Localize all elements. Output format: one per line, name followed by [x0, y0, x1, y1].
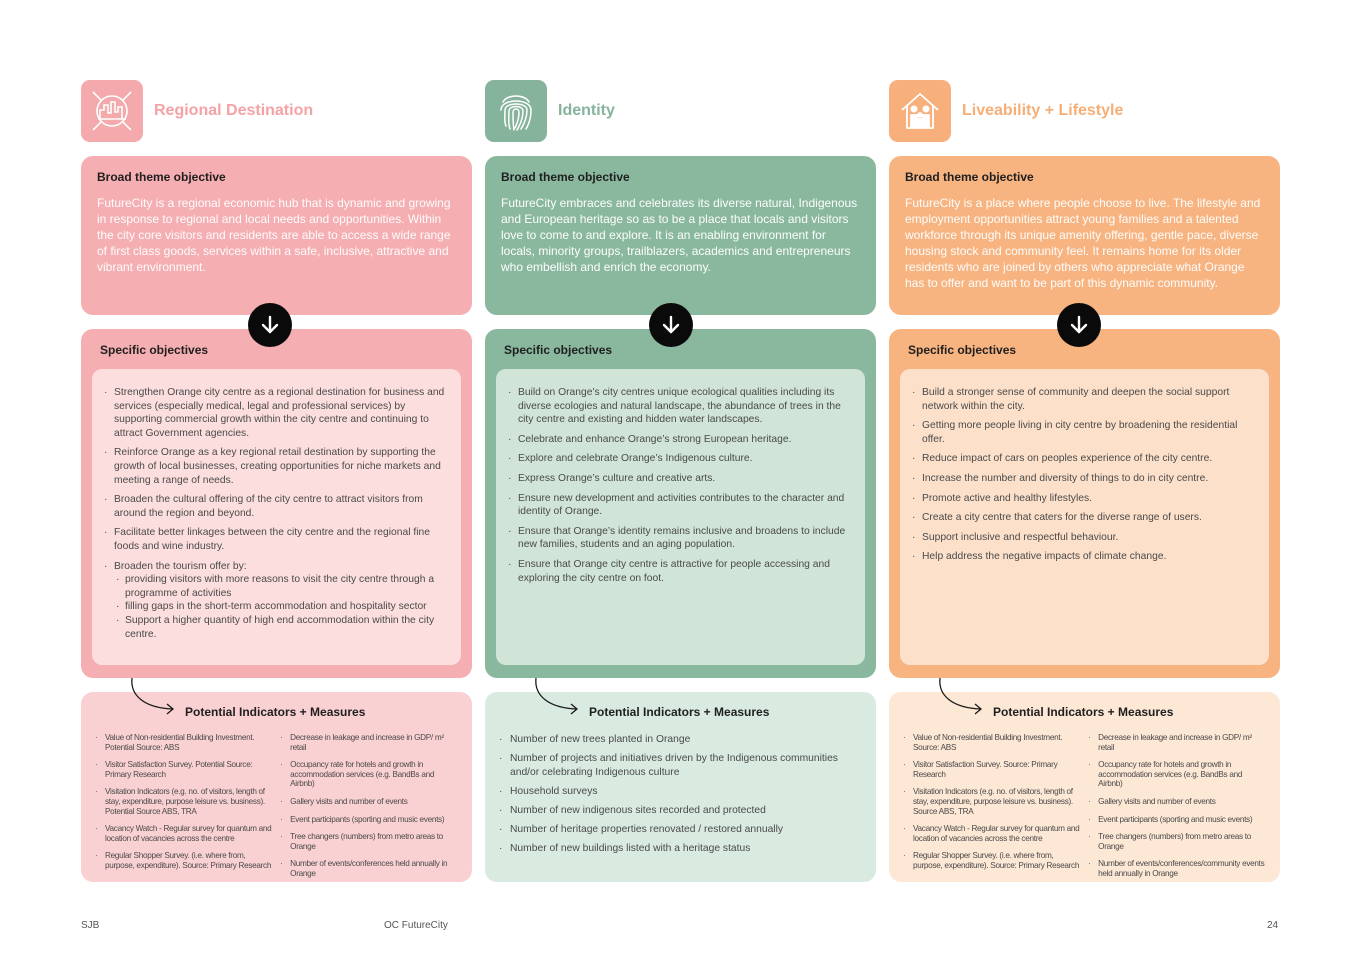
fingerprint-icon: [485, 80, 547, 142]
page-number: 24: [1267, 920, 1279, 931]
arrow-down-icon: [649, 303, 693, 347]
indicators-box: [81, 692, 472, 882]
broad-objective-heading: Broad theme objective: [905, 170, 1034, 184]
indicator-item: · Occupancy rate for hotels and growth in accommodation services (e.g. BandBs and Airbnb): [1088, 760, 1266, 789]
indicator-item: · Vacancy Watch - Regular survey for quantum and location of vacancies across the centre: [903, 824, 1081, 843]
indicator-item: · Occupancy rate for hotels and growth in accommodation services (e.g. BandBs and Airbnb): [280, 760, 458, 789]
specific-objectives-heading: Specific objectives: [908, 343, 1017, 357]
specific-objectives-box: [485, 329, 876, 678]
footer-document-title: OC FutureCity: [384, 920, 448, 931]
list-item: · Ensure that Orange’s identity remains inclusive and broadens to include new families, students and an aging population.: [508, 525, 853, 552]
skyline-compass-icon: [81, 80, 143, 142]
list-item: [104, 493, 449, 520]
theme-title: Regional Destination: [154, 102, 314, 119]
indicators-list: [499, 733, 862, 856]
broad-objective-heading: Broad theme objective: [97, 170, 226, 184]
indicator-item: · Number of projects and initiatives driven by the Indigenous communities and/or celebrating Indigenous culture: [499, 752, 862, 779]
indicators-heading: Potential Indicators + Measures: [185, 705, 366, 719]
specific-objectives-panel: [92, 369, 461, 665]
indicators-heading: Potential Indicators + Measures: [589, 705, 770, 719]
indicator-item: · Value of Non-residential Building Investment. Potential Source: ABS: [95, 733, 273, 752]
list-item: · Help address the negative impacts of climate change.: [912, 550, 1257, 564]
indicator-item: · Regular Shopper Survey. (i.e. where from, purpose, expenditure). Source: Primary Research: [95, 851, 273, 870]
indicators-box: [889, 692, 1280, 882]
indicator-item: · Number of new trees planted in Orange: [499, 733, 862, 747]
sub-list: [114, 573, 449, 641]
indicator-item: · Event participants (sporting and music events): [280, 815, 458, 825]
list-item: · Reduce impact of cars on peoples experience of the city centre.: [912, 452, 1257, 466]
indicator-item: · Gallery visits and number of events: [1088, 797, 1266, 807]
theme-header: [485, 80, 876, 142]
specific-objectives-box: [81, 329, 472, 678]
indicators-box: [485, 692, 876, 882]
indicators-list-left: [95, 733, 273, 887]
indicator-item: · Tree changers (numbers) from metro areas to Orange: [280, 832, 458, 851]
list-item: · Create a city centre that caters for the diverse range of users.: [912, 511, 1257, 525]
list-item: · Ensure new development and activities contributes to the character and identity of Orange.: [508, 492, 853, 519]
theme-column-liveability-lifestyle: [889, 80, 1280, 878]
list-item-text: Facilitate better linkages between the city centre and the regional fine foods and wine industry.: [114, 527, 430, 552]
specific-objectives-list: [104, 386, 449, 641]
indicator-item: · Gallery visits and number of events: [280, 797, 458, 807]
theme-header: [81, 80, 472, 142]
list-item: · Promote active and healthy lifestyles.: [912, 492, 1257, 506]
indicator-item: · Number of new indigenous sites recorded and protected: [499, 804, 862, 818]
curved-arrow-icon: [129, 676, 179, 720]
indicator-item: · Number of events/conferences/community events held annually in Orange: [1088, 859, 1266, 878]
broad-objective-text: FutureCity is a regional economic hub that is dynamic and growing in response to regional and local needs and opportunities. Within the city core visitors and residents are able to access a wide range of first class goods, services within a safe, inclusive, attractive and vibrant environment.: [97, 196, 451, 274]
broad-objective-text: FutureCity is a place where people choose to live. The lifestyle and employment opportunities attract young families and a talented workforce through its unique amenity offering, gentle pace, diverse housing stock and community feel. It remains home for its older residents who are joined by others who appreciate what Orange has to offer and want to be part of this dynamic community.: [905, 196, 1261, 290]
indicator-item: · Number of heritage properties renovated / restored annually: [499, 823, 862, 837]
list-item: [104, 446, 449, 487]
specific-objectives-list: [508, 386, 853, 585]
indicator-item: · Visitation Indicators (e.g. no. of visitors, length of stay, expenditure, purpose leisure vs. business). Potential Source ABS, TRA: [95, 787, 273, 816]
theme-column-regional-destination: [81, 80, 472, 878]
specific-objectives-box: [889, 329, 1280, 678]
indicators-grid: [903, 733, 1266, 887]
curved-arrow-icon: [937, 676, 987, 720]
specific-objectives-list: [912, 386, 1257, 564]
broad-objective-box: [81, 156, 472, 315]
sub-list-item: · Support a higher quantity of high end accommodation within the city centre.: [114, 614, 449, 641]
theme-title: Liveability + Lifestyle: [962, 102, 1124, 119]
specific-objectives-heading: Specific objectives: [100, 343, 209, 357]
theme-column-identity: [485, 80, 876, 855]
indicators-list-right: [280, 733, 458, 887]
list-item: · Getting more people living in city centre by broadening the residential offer.: [912, 419, 1257, 446]
sub-list-item: · providing visitors with more reasons to visit the city centre through a programme of activities: [114, 573, 449, 600]
indicator-item: · Household surveys: [499, 785, 862, 799]
indicator-item: · Visitor Satisfaction Survey. Source: Primary Research: [903, 760, 1081, 779]
indicator-item: · Number of events/conferences held annually in Orange: [280, 859, 458, 878]
specific-objectives-heading: Specific objectives: [504, 343, 613, 357]
family-house-icon: [889, 80, 951, 142]
list-item: [104, 386, 449, 440]
indicator-item: · Visitation Indicators (e.g. no. of visitors, length of stay, expenditure, purpose leisure vs. business). Source ABS, TRA: [903, 787, 1081, 816]
list-item-text: Reinforce Orange as a key regional retail destination by supporting the growth of local businesses, creating opportunities for niche markets and meeting a range of needs.: [114, 447, 441, 486]
indicator-item: · Value of Non-residential Building Investment. Source: ABS: [903, 733, 1081, 752]
indicator-item: · Regular Shopper Survey. (i.e. where from, purpose, expenditure). Source: Primary Research: [903, 851, 1081, 870]
indicators-grid: [95, 733, 458, 887]
list-item: · Support inclusive and respectful behaviour.: [912, 531, 1257, 545]
arrow-down-icon: [248, 303, 292, 347]
list-item: · Increase the number and diversity of things to do in city centre.: [912, 472, 1257, 486]
indicators-list-right: [1088, 733, 1266, 887]
curved-arrow-icon: [533, 676, 583, 720]
indicator-item: · Number of new buildings listed with a heritage status: [499, 842, 862, 856]
arrow-down-icon: [1057, 303, 1101, 347]
list-item: · Explore and celebrate Orange’s Indigenous culture.: [508, 452, 853, 466]
broad-objective-box: [889, 156, 1280, 315]
indicator-item: · Decrease in leakage and increase in GDP/ m² retail: [280, 733, 458, 752]
list-item: · Build on Orange’s city centres unique ecological qualities including its diverse ecologies and natural landscape, the abundance of trees in the city centre and existing and hidden water landscapes.: [508, 386, 853, 427]
indicator-item: · Event participants (sporting and music events): [1088, 815, 1266, 825]
indicators-heading: Potential Indicators + Measures: [993, 705, 1174, 719]
list-item: [104, 560, 449, 642]
indicator-item: · Tree changers (numbers) from metro areas to Orange: [1088, 832, 1266, 851]
specific-objectives-panel: [900, 369, 1269, 665]
list-item-text: Broaden the cultural offering of the city centre to attract visitors from around the region and beyond.: [114, 494, 423, 519]
indicator-item: · Vacancy Watch - Regular survey for quantum and location of vacancies across the centre: [95, 824, 273, 843]
indicator-item: · Decrease in leakage and increase in GDP/ m² retail: [1088, 733, 1266, 752]
list-item-text: Strengthen Orange city centre as a regional destination for business and services (especially medical, legal and professional services) by supporting commercial growth within the city centre and continuing to attract Government agencies.: [114, 387, 445, 439]
broad-objective-box: [485, 156, 876, 315]
footer-left: SJB: [81, 920, 100, 931]
sub-list-item: · filling gaps in the short-term accommodation and hospitality sector: [114, 600, 449, 614]
list-item: · Ensure that Orange city centre is attractive for people accessing and exploring the city centre on foot.: [508, 558, 853, 585]
indicator-item: · Visitor Satisfaction Survey. Potential Source: Primary Research: [95, 760, 273, 779]
indicators-list-left: [903, 733, 1081, 887]
list-item: · Build a stronger sense of community and deepen the social support network within the city.: [912, 386, 1257, 413]
broad-objective-text: FutureCity embraces and celebrates its diverse natural, Indigenous and European heritage so as to be a place that locals and visitors love to come to and explore. It is an enabling environment for locals, minority groups, trailblazers, academics and entrepreneurs who embellish and enrich the economy.: [501, 196, 858, 274]
broad-objective-heading: Broad theme objective: [501, 170, 630, 184]
specific-objectives-panel: [496, 369, 865, 665]
theme-title: Identity: [558, 102, 615, 119]
theme-header: [889, 80, 1280, 142]
list-item-text: Broaden the tourism offer by:: [114, 560, 247, 572]
list-item: [104, 526, 449, 553]
list-item: · Express Orange’s culture and creative arts.: [508, 472, 853, 486]
list-item: · Celebrate and enhance Orange’s strong European heritage.: [508, 433, 853, 447]
